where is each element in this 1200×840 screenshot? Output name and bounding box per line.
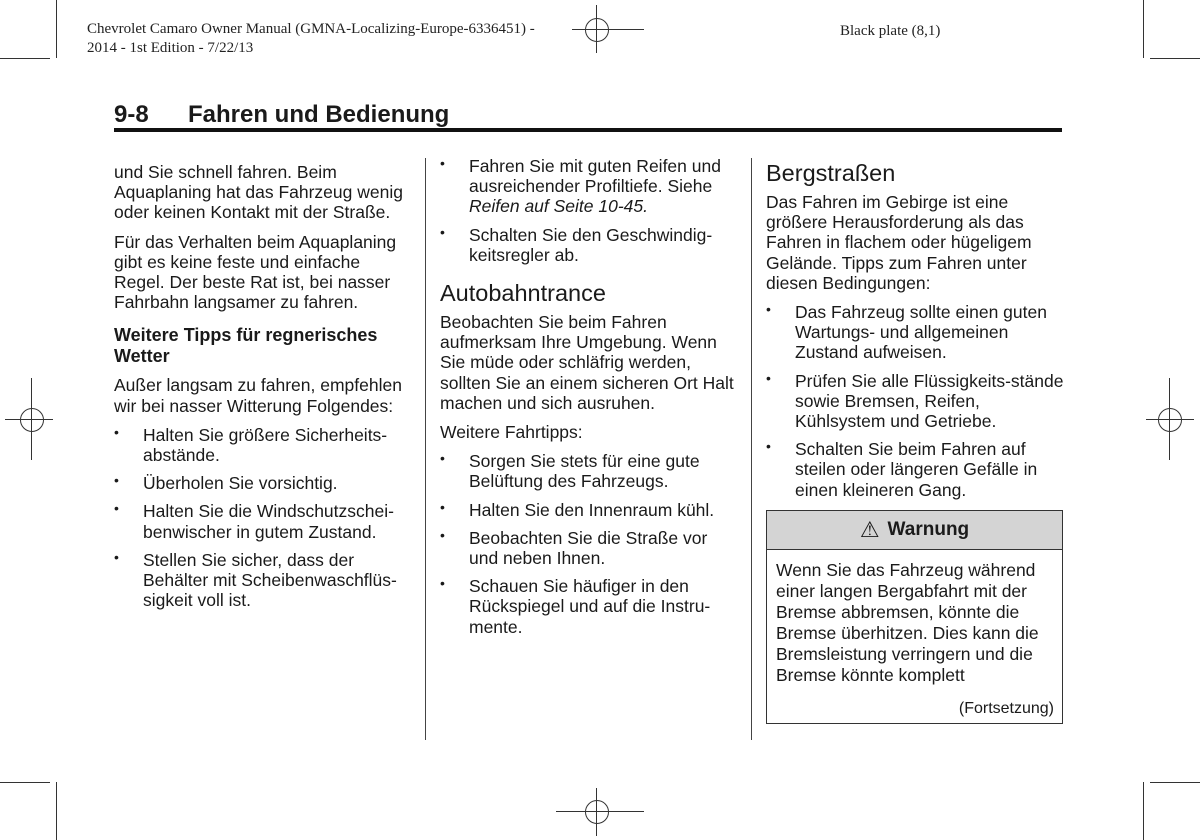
list-item-text: Beobachten Sie die Straße vor und neben Ihnen. xyxy=(469,527,708,569)
warning-box xyxy=(766,510,1063,724)
bullet-list xyxy=(440,451,740,637)
list-item-text: Stellen Sie sicher, dass der Behälter mit Scheibenwaschflüs-sigkeit voll ist. xyxy=(143,549,397,611)
bullet-icon: • xyxy=(440,223,445,240)
bullet-icon: • xyxy=(766,438,771,455)
bullet-icon: • xyxy=(114,423,119,440)
print-header-line1: Chevrolet Camaro Owner Manual (GMNA-Localizing-Europe-6336451) - xyxy=(87,21,535,37)
list-item xyxy=(440,225,740,265)
list-item-text: Halten Sie den Innenraum kühl. xyxy=(469,499,715,520)
list-item-text: Prüfen Sie alle Flüssigkeits-stände sowie Bremsen, Reifen, Kühlsystem und Getriebe. xyxy=(795,370,1064,432)
title-rule xyxy=(114,128,1062,132)
list-item-text: Sorgen Sie stets für eine gute Belüftung des Fahrzeugs. xyxy=(469,451,700,492)
list-item-text: Schalten Sie beim Fahren auf steilen oder längeren Gefälle in einen kleineren Gang. xyxy=(795,439,1038,500)
bullet-icon: • xyxy=(766,369,771,386)
bullet-list xyxy=(114,425,414,611)
list-item xyxy=(766,302,1066,363)
paragraph: und Sie schnell fahren. Beim Aquaplaning hat das Fahrzeug wenig oder keinen Kontakt mit der Straße. xyxy=(114,162,403,223)
bullet-icon: • xyxy=(114,472,119,489)
list-item-text: Das Fahrzeug sollte einen guten Wartungs- und allgemeinen Zustand aufweisen. xyxy=(795,302,1047,363)
list-item xyxy=(766,439,1066,500)
bullet-icon: • xyxy=(440,526,445,543)
cross-reference-link[interactable]: Reifen auf Seite 10-45. xyxy=(469,196,649,217)
warning-body: Wenn Sie das Fahrzeug während einer langen Bergabfahrt mit der Bremse abbremsen, könnte die Bremse überhitzen. Dies kann die Bremsleistung verringern und die Bremse könnte komplett xyxy=(776,559,1039,685)
bullet-list xyxy=(766,302,1066,500)
subheading: Weitere Tipps für regnerisches Wetter xyxy=(114,325,378,367)
list-item xyxy=(440,576,740,637)
print-header xyxy=(87,20,535,58)
print-header-line2: 2014 - 1st Edition - 7/22/13 xyxy=(87,40,254,56)
bullet-icon: • xyxy=(440,498,445,515)
list-item xyxy=(440,500,740,520)
page-number: 9-8 xyxy=(114,101,149,128)
warning-triangle-icon: ⚠ xyxy=(859,516,880,542)
paragraph: Für das Verhalten beim Aquaplaning gibt es keine feste und einfache Regel. Der beste Rat ist, bei nasser Fahrbahn langsamer zu fahren. xyxy=(114,231,397,313)
page-title: Fahren und Bedienung xyxy=(188,101,450,128)
list-item xyxy=(114,550,414,611)
list-item-text: Halten Sie größere Sicherheits-abstände. xyxy=(143,424,388,466)
bullet-icon: • xyxy=(440,450,445,467)
continued-label: (Fortsetzung) xyxy=(958,699,1054,717)
bullet-icon: • xyxy=(114,500,119,517)
bullet-icon: • xyxy=(766,301,771,318)
page-title-row xyxy=(114,101,1062,131)
list-item xyxy=(114,501,414,541)
list-item xyxy=(114,425,414,465)
column-3 xyxy=(766,162,1066,724)
list-item xyxy=(766,371,1066,432)
paragraph: Außer langsam zu fahren, empfehlen wir bei nasser Witterung Folgendes: xyxy=(114,375,402,416)
list-item xyxy=(440,451,740,491)
section-heading: Bergstraßen xyxy=(766,160,896,186)
list-item xyxy=(440,528,740,568)
bullet-icon: • xyxy=(440,155,445,171)
column-divider-2 xyxy=(751,158,752,740)
column-divider-1 xyxy=(425,158,426,740)
section-heading: Autobahntrance xyxy=(440,280,606,307)
bullet-list xyxy=(440,156,740,265)
plate-label: Black plate (8,1) xyxy=(840,23,941,39)
paragraph: Das Fahren im Gebirge ist eine größere Herausforderung als das Fahren in flachem oder hügeligem Gelände. Tipps zum Fahren unter diesen Bedingungen: xyxy=(766,192,1032,293)
list-item xyxy=(114,473,414,493)
list-item-text: Halten Sie die Windschutzschei-benwischer in gutem Zustand. xyxy=(143,501,394,542)
list-item xyxy=(440,156,740,217)
list-item-text: Schauen Sie häufiger in den Rückspiegel und auf die Instru-mente. xyxy=(469,576,711,637)
bullet-icon: • xyxy=(440,575,445,592)
warning-title: Warnung xyxy=(887,518,970,540)
bullet-icon: • xyxy=(114,548,119,565)
column-2 xyxy=(440,156,740,645)
list-item-text: Schalten Sie den Geschwindig-keitsregler ab. xyxy=(469,224,713,265)
list-item-text: Fahren Sie mit guten Reifen und ausreichender Profiltiefe. Siehe xyxy=(469,156,721,197)
paragraph: Beobachten Sie beim Fahren aufmerksam Ihre Umgebung. Wenn Sie müde oder schläfrig werden, sollten Sie an einem sicheren Ort Halt machen und sich ausruhen. xyxy=(440,312,734,413)
column-1 xyxy=(114,162,414,618)
warning-header xyxy=(767,511,1062,550)
paragraph: Weitere Fahrtipps: xyxy=(440,422,583,443)
list-item-text: Überholen Sie vorsichtig. xyxy=(143,473,338,494)
